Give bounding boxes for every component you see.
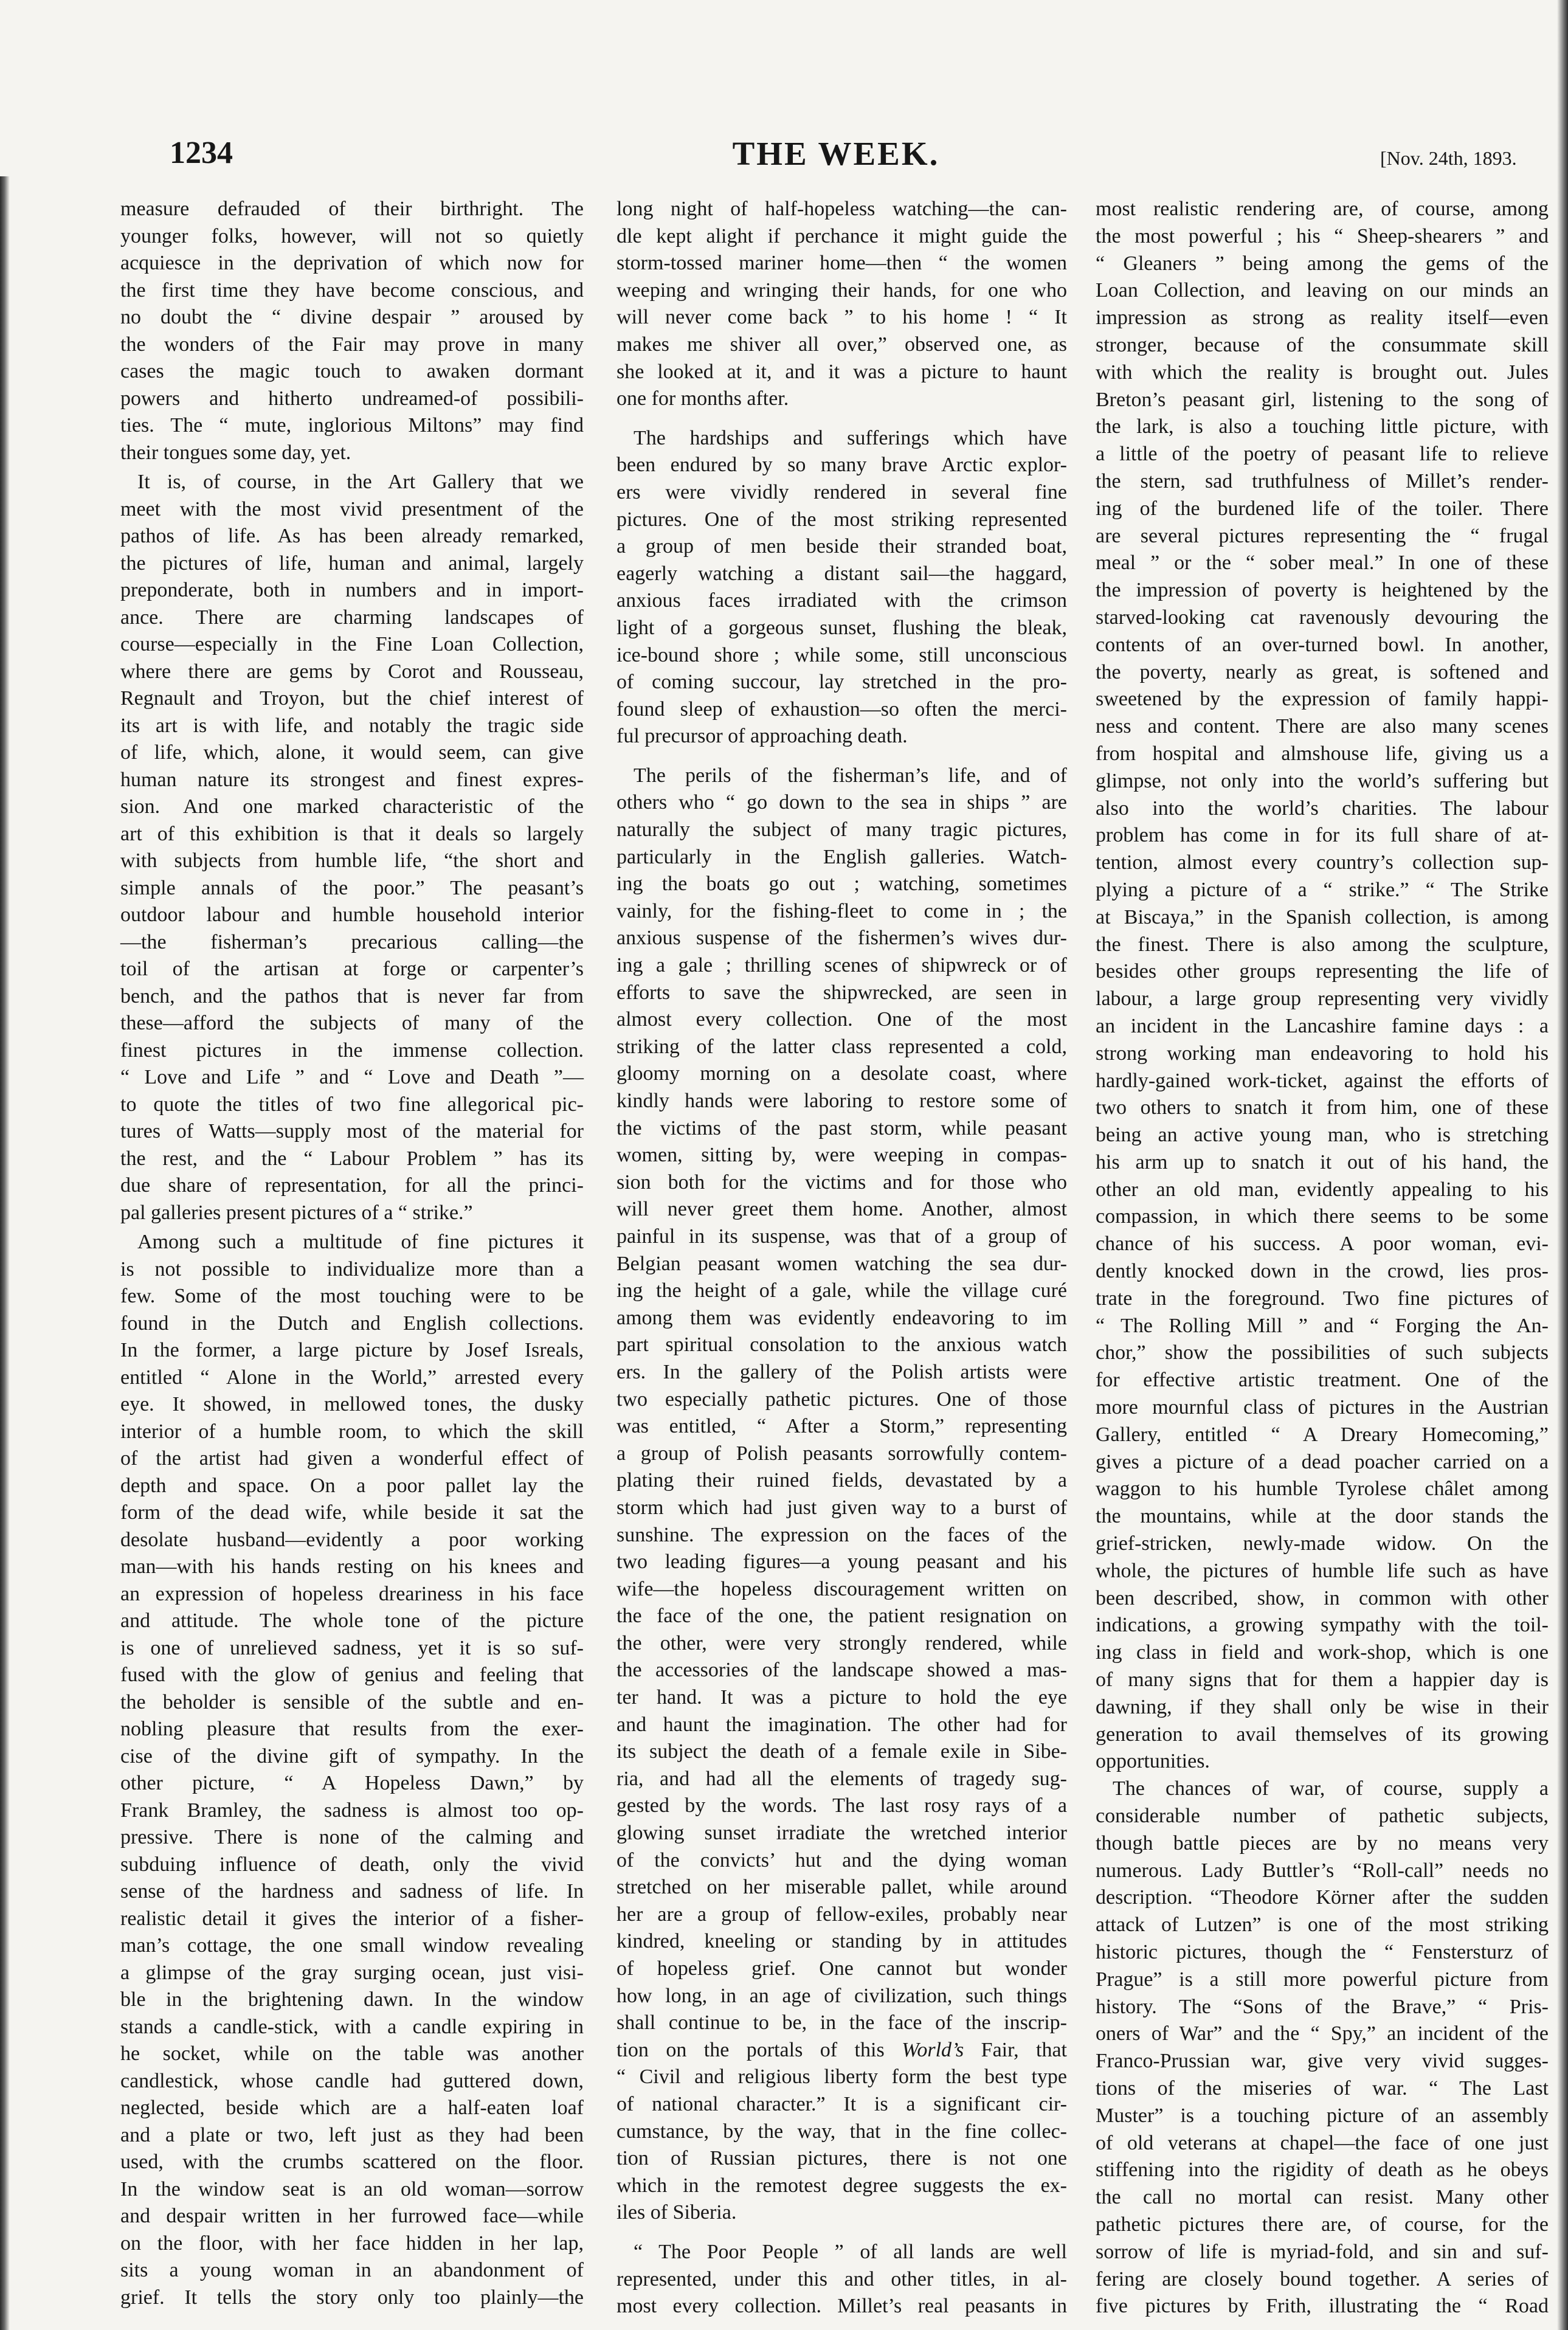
text-line: powers and hitherto undreamed-of possibili- [120, 387, 584, 410]
text-line: the finest. There is also among the sculpture, [1096, 933, 1549, 956]
text-line: contents of an over-turned bowl. In another, [1096, 633, 1549, 656]
text-line: Regnault and Troyon, but the chief interest of [120, 687, 584, 710]
text-line: Franco-Prussian war, give very vivid sugges- [1096, 2050, 1549, 2073]
text-line: the victims of the past storm, while peasant [616, 1116, 1067, 1139]
text-line: an incident in the Lancashire famine days : a [1096, 1014, 1549, 1037]
text-line: their tongues some day, yet. [120, 441, 351, 464]
text-line: toil of the artisan at forge or carpenter’s [120, 958, 584, 980]
text-line: at Biscaya,” in the Spanish collection, is among [1096, 905, 1549, 928]
text-line: with subjects from humble life, “the short and [120, 849, 584, 872]
text-line: is one of unrelieved sadness, yet it is so suf- [120, 1636, 584, 1659]
text-line: “ Gleaners ” being among the gems of the [1096, 252, 1549, 275]
text-line: striking of the latter class represented a cold, [616, 1035, 1067, 1058]
text-line: ing class in field and work-shop, which is one [1096, 1641, 1549, 1664]
text-line: In the former, a large picture by Josef Isreals, [120, 1339, 584, 1361]
text-line: the rest, and the “ Labour Problem ” has its [120, 1147, 584, 1170]
text-line: “ Love and Life ” and “ Love and Death ”— [120, 1066, 584, 1088]
text-line: to quote the titles of two fine allegorical pic- [120, 1093, 584, 1116]
text-line: particularly in the English galleries. Watch- [616, 845, 1067, 868]
text-line: the stern, sad truthfulness of Millet’s render- [1096, 469, 1549, 493]
text-line: sorrow of life is myriad-fold, and sin and suf- [1096, 2240, 1549, 2263]
text-line: its subject the death of a female exile in Sibe- [616, 1740, 1067, 1763]
text-line: labour, a large group representing very vividly [1096, 987, 1549, 1011]
text-line: outdoor labour and humble household interior [120, 904, 584, 926]
text-line: pal galleries present pictures of a “ strike.” [120, 1201, 473, 1224]
text-line: oners of War” and the “ Spy,” an incident of the [1096, 2022, 1549, 2045]
text-line: of national character.” It is a significant cir- [616, 2092, 1067, 2115]
text-line: The perils of the fisherman’s life, and of [634, 764, 1067, 787]
text-line: sweetened by the expression of family happi- [1096, 688, 1549, 711]
text-line: neglected, beside which are a half-eaten loaf [120, 2097, 584, 2119]
text-line: Prague” is a still more powerful picture from [1096, 1968, 1549, 1991]
text-line: iles of Siberia. [616, 2201, 737, 2224]
text-line: chor,” show the possibilities of such subjects [1096, 1341, 1549, 1364]
text-line: gloomy morning on a desolate coast, where [616, 1062, 1067, 1085]
text-line: bench, and the pathos that is never far from [120, 984, 584, 1008]
text-line: acquiesce in the deprivation of which now for [120, 252, 584, 274]
text-line: considerable number of pathetic subjects, [1096, 1805, 1549, 1828]
text-line: stiffening into the rigidity of death as he obeys [1096, 2159, 1549, 2182]
text-line: of many signs that for them a happier day is [1096, 1668, 1549, 1692]
text-line: dently knocked down in the crowd, lies pros- [1096, 1260, 1549, 1283]
text-line: where there are gems by Corot and Rousseau, [120, 660, 584, 683]
text-line: of hopeless grief. One cannot but wonder [616, 1957, 1067, 1980]
paragraph [1096, 1775, 1549, 2320]
text-line: ble in the brightening dawn. In the window [120, 1988, 584, 2011]
text-line: the beholder is sensible of the subtle and en- [120, 1690, 584, 1713]
text-line: plating their ruined fields, devastated by a [616, 1469, 1067, 1492]
text-line: others who “ go down to the sea in ships ” are [616, 791, 1067, 814]
text-line: ing of the burdened life of the toiler. There [1096, 497, 1549, 520]
text-line: description. “Theodore Körner after the sudden [1096, 1886, 1549, 1909]
text-line: how long, in an age of civilization, such things [616, 1984, 1067, 2007]
text-line: impression as strong as reality itself—even [1096, 306, 1549, 330]
text-line: painful in its suspense, was that of a group of [616, 1225, 1067, 1248]
text-line: nobling pleasure that results from the exer- [120, 1718, 584, 1740]
text-line: efforts to save the shipwrecked, are seen in [616, 981, 1067, 1004]
text-line: desolate husband—evidently a poor working [120, 1528, 584, 1551]
text-line: one for months after. [616, 387, 789, 410]
text-line: few. Some of the most touching were to be [120, 1285, 584, 1307]
text-line: these—afford the subjects of many of the [120, 1012, 584, 1034]
text-line: glowing sunset irradiate the wretched interior [616, 1822, 1067, 1845]
text-line: the accessories of the landscape showed a mas- [616, 1659, 1067, 1682]
text-line: measure defrauded of their birthright. The [120, 198, 584, 220]
text-line: gested by the words. The last rosy rays of a [616, 1794, 1067, 1817]
text-line [616, 2037, 1067, 2064]
text-line: she looked at it, and it was a picture to haunt [616, 360, 1067, 383]
text-line: art of this exhibition is that it deals so largely [120, 822, 584, 845]
text-line: “ Civil and religious liberty form the best type [616, 2066, 1067, 2089]
text-line: cumstance, by the way, that in the fine collec- [616, 2120, 1067, 2143]
text-line: sion. And one marked characteristic of the [120, 795, 584, 818]
text-line: entitled “ Alone in the World,” arrested every [120, 1366, 584, 1389]
text-line: though battle pieces are by no means very [1096, 1831, 1549, 1855]
text-line: cise of the divine gift of sympathy. In the [120, 1744, 584, 1768]
text-line: “ The Poor People ” of all lands are well [634, 2240, 1067, 2263]
text-line: two leading figures—a young peasant and his [616, 1550, 1067, 1574]
text-line: In the window seat is an old woman—sorrow [120, 2177, 584, 2200]
text-line: ing a gale ; thrilling scenes of shipwreck or of [616, 954, 1067, 977]
page-edge-shadow-right [1557, 0, 1568, 2330]
text-line: The hardships and sufferings which have [634, 426, 1067, 449]
text-line: gives a picture of a dead poacher carried on a [1096, 1450, 1549, 1473]
text-line: strong working man endeavoring to hold his [1096, 1042, 1549, 1065]
issue-date: [Nov. 24th, 1893. [1380, 147, 1517, 169]
text-line: makes me shiver all over,” observed one, as [616, 333, 1067, 356]
text-line: he socket, while on the table was another [120, 2042, 584, 2065]
text-line: two especially pathetic pictures. One of those [616, 1388, 1067, 1411]
text-line: been endured by so many brave Arctic explor- [616, 454, 1067, 477]
text-line: problem has come in for its full share of at- [1096, 824, 1549, 847]
text-line: realistic detail it gives the interior of a fisher- [120, 1907, 584, 1930]
text-line: subduing influence of death, only the vivid [120, 1853, 584, 1876]
text-line: waggon to his humble Tyrolese châlet among [1096, 1478, 1549, 1501]
text-line: historic pictures, though the “ Fenstersturz of [1096, 1941, 1549, 1963]
text-line: course—especially in the Fine Loan Collection, [120, 633, 584, 655]
text-line: finest pictures in the immense collection. [120, 1039, 584, 1062]
paragraph [616, 762, 1067, 2227]
text-line: two others to snatch it from him, one of these [1096, 1096, 1549, 1119]
text-line: its art is with life, and notably the tragic side [120, 714, 584, 737]
text-line: and a plate or two, left just as they had been [120, 2123, 584, 2146]
text-line: hardly-gained work-ticket, against the efforts of [1096, 1069, 1549, 1092]
text-line: pathos of life. As has been already remarked, [120, 525, 584, 547]
text-line: eye. It showed, in mellowed tones, the dusky [120, 1393, 584, 1416]
text-line: the other, were very strongly rendered, while [616, 1631, 1067, 1654]
text-line: no doubt the “ divine despair ” aroused by [120, 306, 584, 328]
text-line: used, with the crumbs scattered on the floor. [120, 2151, 584, 2173]
text-line: kindred, kneeling or standing by in attitudes [616, 1930, 1067, 1953]
text-line: grief. It tells the story only too plainly—the [120, 2286, 584, 2309]
text-line: represented, under this and other titles, in al- [616, 2267, 1067, 2290]
text-line: her are a group of fellow-exiles, probably near [616, 1903, 1067, 1926]
text-line: stronger, because of the consummate skill [1096, 333, 1549, 356]
text-line: the impression of poverty is heightened by the [1096, 579, 1549, 602]
text-line: glimpse, not only into the world’s suffering but [1096, 769, 1549, 792]
text-line: stretched on her miserable pallet, while around [616, 1876, 1067, 1899]
paragraph [616, 2239, 1067, 2320]
text-line: from hospital and almshouse life, giving us a [1096, 742, 1549, 765]
text-column-1 [120, 196, 584, 2311]
text-line: part spiritual consolation to the anxious watch [616, 1333, 1067, 1357]
text-line: pictures. One of the most striking represented [616, 508, 1067, 531]
text-line: most every collection. Millet’s real peasants in [616, 2295, 1067, 2318]
text-line: of the convicts’ hut and the dying woman [616, 1848, 1067, 1872]
text-line: of life, which, alone, it would seem, can give [120, 741, 584, 764]
paragraph [120, 1229, 584, 2311]
text-line: vainly, for the fishing-fleet to come in ; the [616, 899, 1067, 922]
text-line: wife—the hopeless discouragement written on [616, 1577, 1067, 1600]
text-line: whole, the pictures of humble life such as have [1096, 1559, 1549, 1582]
text-line: ing the height of a gale, while the village curé [616, 1279, 1067, 1302]
text-line: the call no mortal can resist. Many other [1096, 2186, 1549, 2209]
paragraph [1096, 196, 1549, 1775]
italic-text: World’s [902, 2038, 964, 2061]
text-line: storm-tossed mariner home—then “ the women [616, 252, 1067, 275]
text-line: tion of Russian pictures, there is not one [616, 2147, 1067, 2170]
text-line: trate in the foreground. Two fine pictures of [1096, 1287, 1549, 1310]
text-line: the most powerful ; his “ Sheep-shearers ” and [1096, 224, 1549, 247]
text-line: It is, of course, in the Art Gallery that we [137, 471, 584, 493]
text-line: ing the boats go out ; watching, sometimes [616, 873, 1067, 896]
text-line: found in the Dutch and English collections. [120, 1312, 584, 1335]
text-line: besides other groups representing the life of [1096, 960, 1549, 983]
text-line: kindly hands were laboring to restore some of [616, 1090, 1067, 1112]
text-line: dawning, if they shall only be wise in their [1096, 1695, 1549, 1718]
text-line: sense of the hardness and sadness of life. In [120, 1880, 584, 1903]
text-line: stands a candle-stick, with a candle expiring in [120, 2015, 584, 2038]
text-line: ice-bound shore ; while some, still unconscious [616, 643, 1067, 666]
text-line: the pictures of life, human and animal, largely [120, 551, 584, 575]
text-line: ers were vividly rendered in several fine [616, 480, 1067, 503]
paragraph [120, 196, 584, 466]
text-line: Muster” is a touching picture of an assembly [1096, 2104, 1549, 2127]
text-line: naturally the subject of many tragic pictures, [616, 818, 1067, 842]
text-line: man’s cottage, the one small window revealing [120, 1934, 584, 1957]
text-line: a group of Polish peasants sorrowfully contem- [616, 1442, 1067, 1465]
text-line: most realistic rendering are, of course, among [1096, 198, 1549, 220]
text-line: Breton’s peasant girl, listening to the song of [1096, 388, 1549, 411]
page-number: 1234 [170, 136, 233, 170]
text-line: Frank Bramley, the sadness is almost too op- [120, 1799, 584, 1822]
text-line: fering are closely bound together. A series of [1096, 2267, 1549, 2290]
text-line: attack of Lutzen” is one of the most striking [1096, 1913, 1549, 1937]
text-line: other an old man, evidently appealing to his [1096, 1178, 1549, 1201]
text-line: The chances of war, of course, supply a [1113, 1777, 1549, 1800]
text-line: Belgian peasant women watching the sea dur- [616, 1252, 1067, 1275]
text-line: starved-looking cat ravenously devouring the [1096, 606, 1549, 629]
text-line: long night of half-hopeless watching—the can- [616, 198, 1067, 220]
text-line: is not possible to individualize more than a [120, 1257, 584, 1281]
text-line: man—with his hands resting on his knees and [120, 1555, 584, 1578]
text-line: human nature its strongest and finest expres- [120, 768, 584, 791]
text-line: and haunt the imagination. The other had for [616, 1713, 1067, 1736]
text-line: tention, almost every country’s collection sup- [1096, 851, 1549, 874]
text-line: candlestick, whose candle had guttered down, [120, 2069, 584, 2092]
text-line: tions of the miseries of war. “ The Last [1096, 2076, 1549, 2100]
text-line: due share of representation, for all the princi- [120, 1174, 584, 1197]
text-line: compassion, in which there seems to be some [1096, 1205, 1549, 1228]
text-line: ful precursor of approaching death. [616, 725, 908, 748]
text-line: sits a young woman in an abandonment of [120, 2259, 584, 2281]
text-line: which in the remotest degree suggests the ex- [616, 2174, 1067, 2197]
text-line: cases the magic touch to awaken dormant [120, 360, 584, 382]
text-line: numerous. Lady Buttler’s “Roll-call” needs no [1096, 1859, 1549, 1882]
text-line: grief-stricken, newly-made widow. On the [1096, 1532, 1549, 1555]
paragraph [120, 469, 584, 1226]
text-line: history. The “Sons of the Brave,” “ Pris- [1096, 1995, 1549, 2018]
text-line: meal ” or the “ sober meal.” In one of these [1096, 551, 1549, 575]
text-line: sunshine. The expression on the faces of the [616, 1523, 1067, 1546]
text-line: opportunities. [1096, 1750, 1210, 1773]
text-line: among them was evidently endeavoring to im [616, 1306, 1067, 1329]
text-line: light of a gorgeous sunset, flushing the bleak, [616, 616, 1067, 639]
page-edge-shadow-left [0, 176, 10, 2330]
text-line: anxious faces irradiated with the crimson [616, 589, 1067, 612]
text-line: chance of his success. A poor woman, evi- [1096, 1232, 1549, 1256]
text-line: generation to avail themselves of its growing [1096, 1723, 1549, 1746]
text-line: also into the world’s charities. The labour [1096, 797, 1549, 820]
text-line: are several pictures representing the “ frugal [1096, 524, 1549, 547]
text-line: the first time they have become conscious, and [120, 278, 584, 302]
text-line: will never greet them home. Another, almost [616, 1198, 1067, 1221]
text-line: of the artist had given a wonderful effect of [120, 1447, 584, 1470]
text-line: ance. There are charming landscapes of [120, 606, 584, 629]
text-segment: Fair, that [964, 2038, 1067, 2061]
text-line: was entitled, “ After a Storm,” representing [616, 1415, 1067, 1438]
text-line: on the floor, with her face hidden in her lap, [120, 2231, 584, 2255]
text-line: pathetic pictures there are, of course, for the [1096, 2213, 1549, 2236]
text-line: with which the reality is brought out. Jules [1096, 361, 1549, 384]
text-line: meet with the most vivid presentment of the [120, 497, 584, 520]
paragraph [616, 425, 1067, 750]
text-line: ness and content. There are also many scenes [1096, 715, 1549, 738]
text-line: dle kept alight if perchance it might guide the [616, 224, 1067, 247]
text-line: Gallery, entitled “ A Dreary Homecoming,” [1096, 1423, 1549, 1446]
text-line: the mountains, while at the door stands the [1096, 1505, 1549, 1528]
text-line: for effective artistic treatment. One of the [1096, 1369, 1549, 1392]
text-line: weeping and wringing their hands, for one who [616, 278, 1067, 302]
text-line: of coming succour, lay stretched in the pro- [616, 671, 1067, 694]
text-line: ties. The “ mute, inglorious Miltons” may find [120, 414, 584, 437]
text-line: of old veterans at chapel—the face of one just [1096, 2131, 1549, 2154]
text-line: his arm up to snatch it out of his hand, the [1096, 1150, 1549, 1174]
paragraph [616, 196, 1067, 413]
text-line: a group of men beside their stranded boat, [616, 535, 1067, 558]
text-line: sion both for the victims and for those who [616, 1170, 1067, 1194]
text-line: preponderate, both in numbers and in import- [120, 579, 584, 601]
text-line: a little of the poetry of peasant life to relieve [1096, 443, 1549, 466]
text-line: five pictures by Frith, illustrating the “ Road [1096, 2295, 1549, 2318]
text-line: interior of a humble room, to which the skill [120, 1420, 584, 1443]
text-line: “ The Rolling Mill ” and “ Forging the An- [1096, 1314, 1549, 1337]
text-line: Among such a multitude of fine pictures it [137, 1231, 584, 1253]
text-line: almost every collection. One of the most [616, 1008, 1067, 1031]
text-line: the lark, is also a touching little picture, with [1096, 415, 1549, 438]
text-column-2 [616, 196, 1067, 2320]
text-line: the wonders of the Fair may prove in many [120, 333, 584, 356]
text-line: other picture, “ A Hopeless Dawn,” by [120, 1772, 584, 1794]
text-line: Loan Collection, and leaving on our minds an [1096, 279, 1549, 302]
text-line: being an active young man, who is stretching [1096, 1124, 1549, 1147]
text-line: tures of Watts—supply most of the material for [120, 1120, 584, 1143]
text-line: been described, show, in common with other [1096, 1586, 1549, 1609]
text-line: pressive. There is none of the calming and [120, 1826, 584, 1848]
text-line: the poverty, nearly as great, is softened and [1096, 660, 1549, 683]
text-line: eagerly watching a distant sail—the haggard, [616, 562, 1067, 585]
text-line: an expression of hopeless dreariness in his face [120, 1582, 584, 1605]
text-line: plying a picture of a “ strike.” “ The Strike [1096, 878, 1549, 901]
text-line: indications, a growing sympathy with the toil- [1096, 1614, 1549, 1637]
text-line: the face of the one, the patient resignation on [616, 1605, 1067, 1628]
text-line: ria, and had all the elements of tragedy sug- [616, 1767, 1067, 1790]
text-line: fused with the glow of genius and feeling that [120, 1664, 584, 1686]
text-line: —the fisherman’s precarious calling—the [120, 930, 584, 953]
text-line: anxious suspense of the fishermen’s wives dur- [616, 927, 1067, 950]
text-line: ers. In the gallery of the Polish artists were [616, 1360, 1067, 1383]
text-line: a glimpse of the gray surging ocean, just visi- [120, 1961, 584, 1984]
text-line: storm which had just given way to a burst of [616, 1496, 1067, 1519]
text-line: and attitude. The whole tone of the picture [120, 1609, 584, 1632]
text-column-3 [1096, 196, 1549, 2320]
text-line: shall continue to be, in the face of the inscrip- [616, 2011, 1067, 2034]
text-line: ter hand. It was a picture to hold the eye [616, 1686, 1067, 1709]
masthead-title: THE WEEK. [732, 135, 940, 172]
text-line: form of the dead wife, while beside it sat the [120, 1501, 584, 1524]
text-line: and despair written in her furrowed face—while [120, 2205, 584, 2227]
text-line: will never come back ” to his home ! “ It [616, 306, 1067, 329]
text-segment: tion on the portals of this [616, 2038, 902, 2061]
text-line: women, sitting by, were weeping in compas- [616, 1144, 1067, 1167]
text-line: younger folks, however, will not so quietly [120, 224, 584, 247]
text-line: simple annals of the poor.” The peasant’s [120, 876, 584, 899]
text-line: found sleep of exhaustion—so often the merci- [616, 697, 1067, 721]
text-line: more mournful class of pictures in the Austrian [1096, 1396, 1549, 1419]
text-line: depth and space. On a poor pallet lay the [120, 1474, 584, 1497]
